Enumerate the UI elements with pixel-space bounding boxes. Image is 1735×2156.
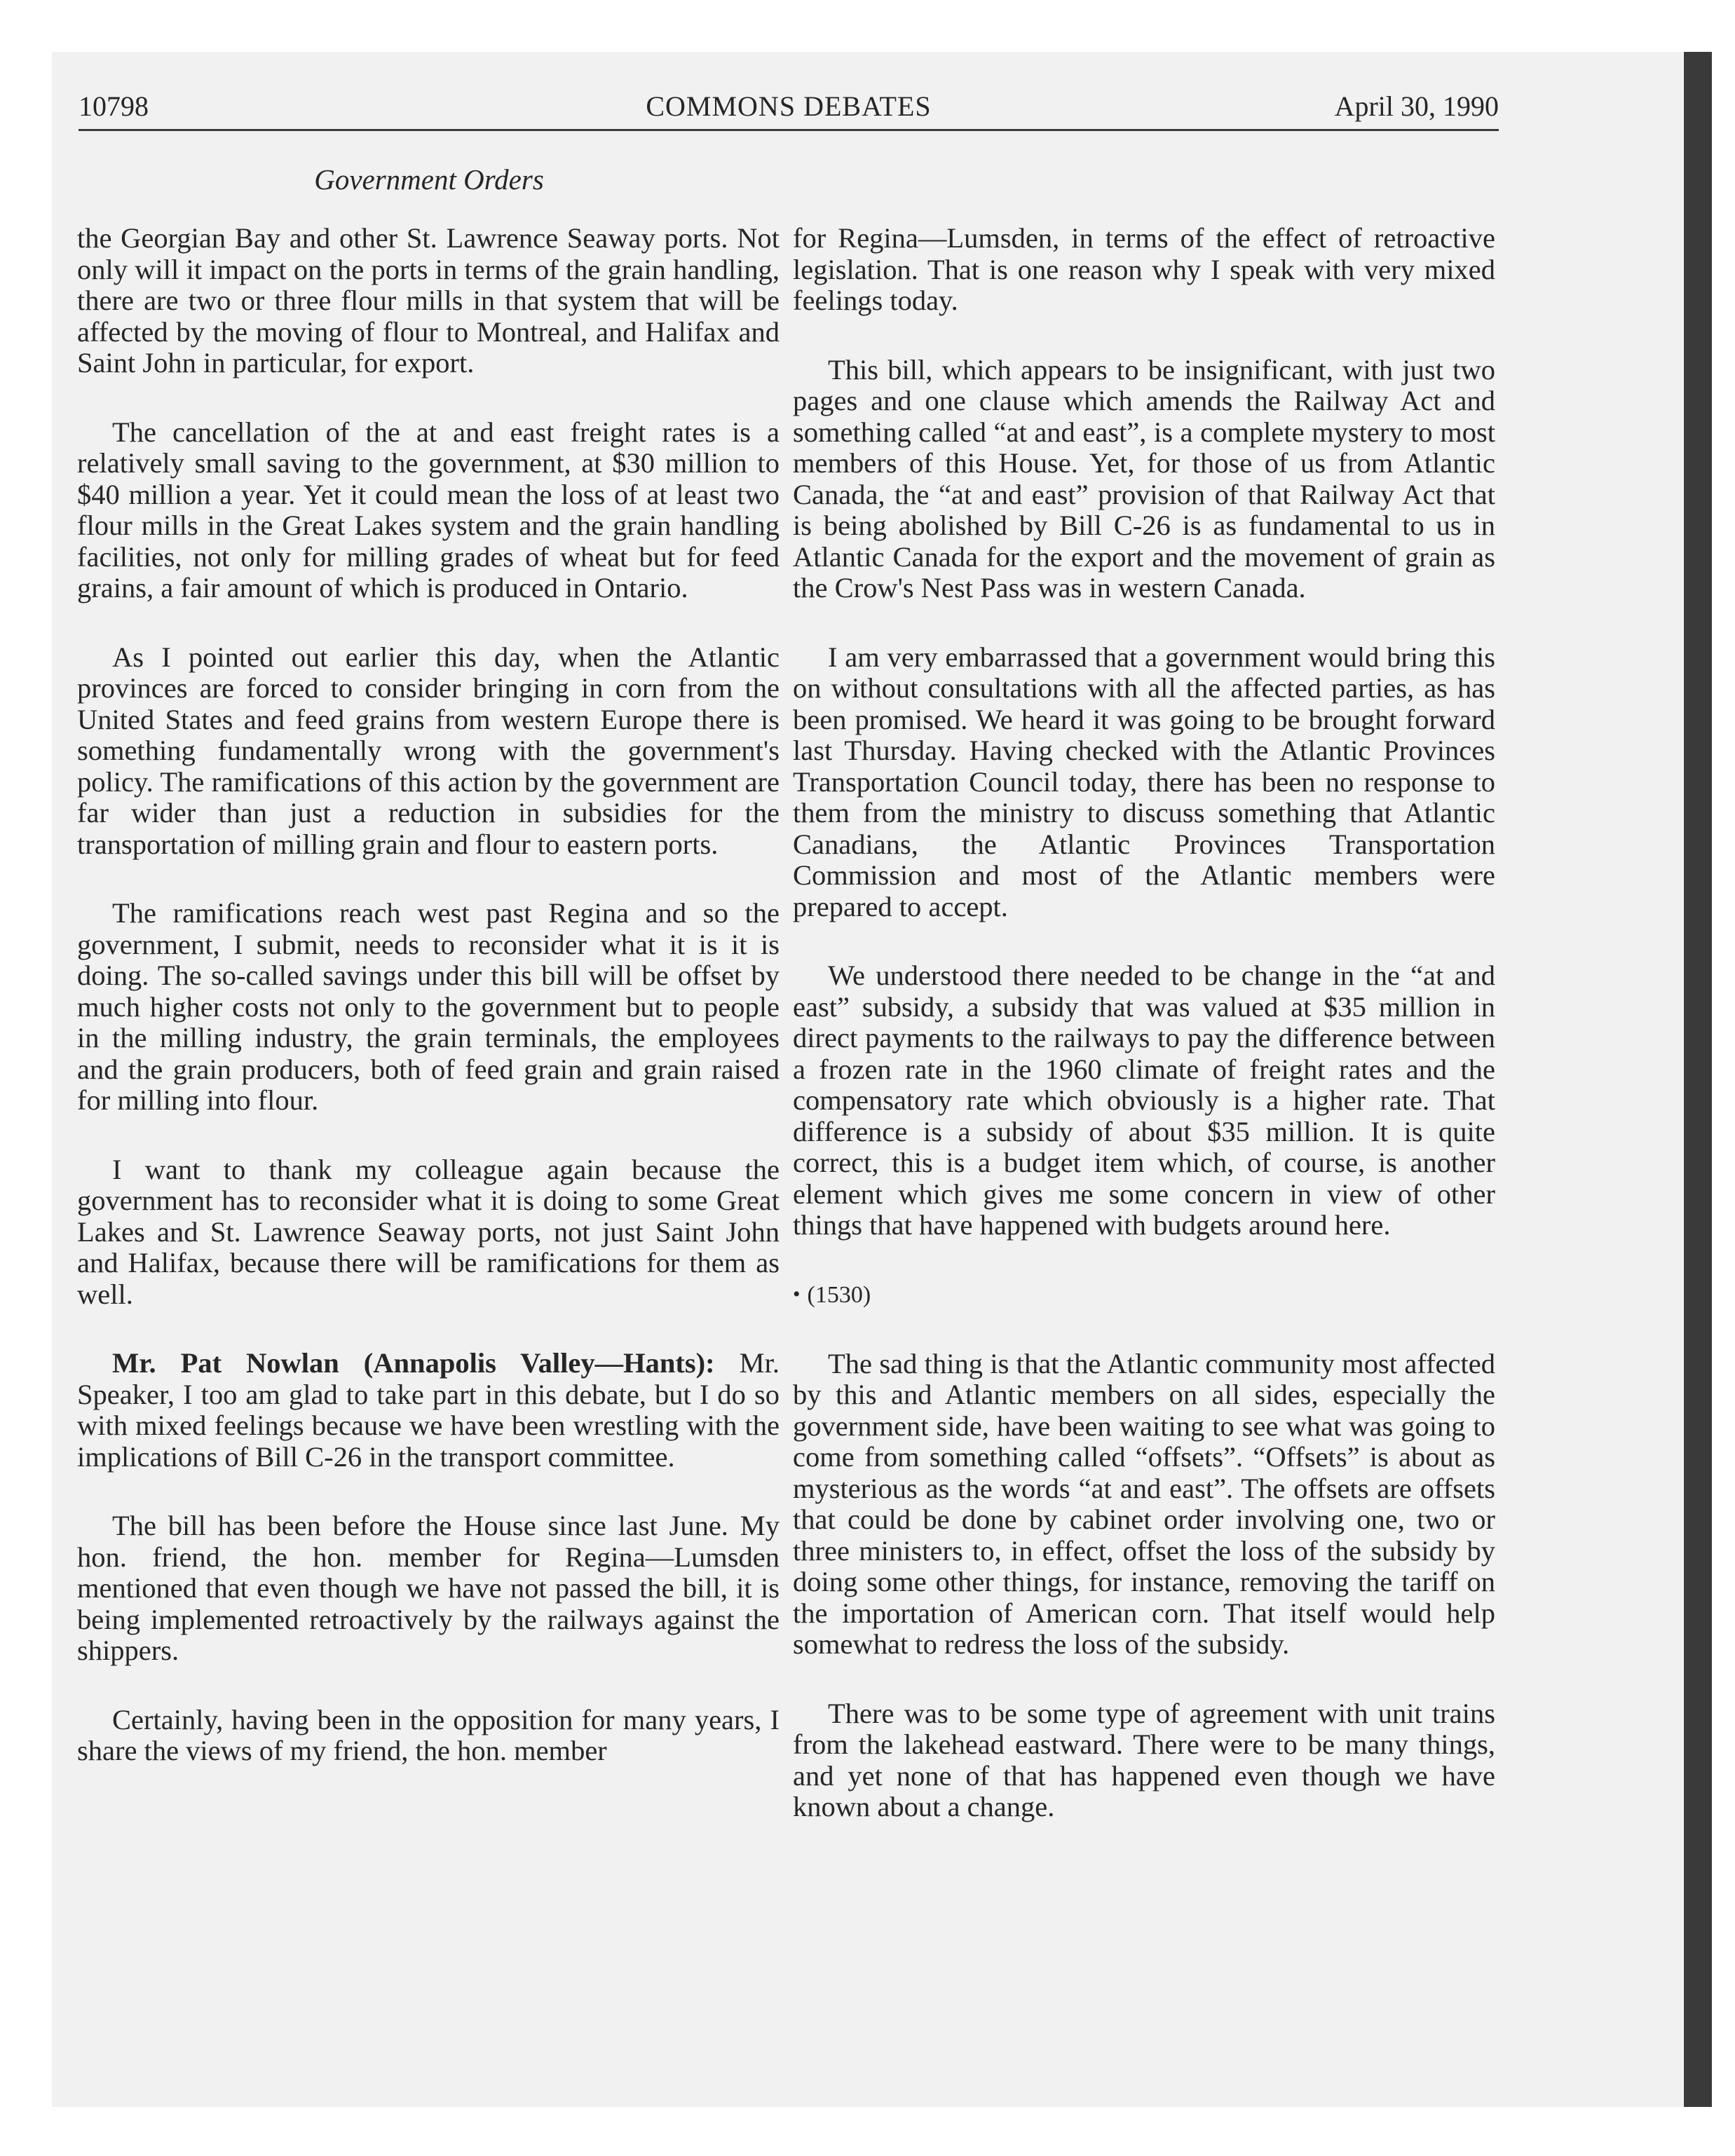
paragraph: Certainly, having been in the opposition for many years, I share the views of my friend, the hon. member [77,1703,780,1766]
paragraph: This bill, which appears to be insignificant, with just two pages and one clause which amends the Railway Act and something called “at and east”, is a complete mystery to most members of this House. Yet, for those of us from Atlantic Canada, the “at and east” provision of that Railway Act that is being abolished by Bill C-26 is as fundamental to us in Atlantic Canada for the export and the movement of grain as the Crow's Nest Pass was in western Canada. [793,353,1495,603]
page-number: 10798 [79,90,149,122]
paragraph: The bill has been before the House since last June. My hon. friend, the hon. member for Regina—Lumsden mentioned that even though we have not passed the bill, it is being implemented retroactively by the railways against the shippers. [77,1510,780,1666]
paragraph: I want to thank my colleague again because the government has to reconsider what it is doing to some Great Lakes and St. Lawrence Seaway ports, not just Saint John and Halifax, because there will be ramifications for them as well. [77,1153,780,1310]
page-header [79,88,1499,125]
binding-shadow [1684,52,1712,2107]
paragraph: the Georgian Bay and other St. Lawrence Seaway ports. Not only will it impact on the ports in terms of the grain handling, there are two or three flour mills in that system that will be affected by the moving of flour to Montreal, and Halifax and Saint John in particular, for export. [77,222,780,378]
speech-paragraph [77,1348,780,1473]
paragraph: The cancellation of the at and east freight rates is a relatively small saving to the government, at $30 million to $40 million a year. Yet it could mean the loss of at least two flour mills in the Great Lakes system and the grain handling facilities, not only for milling grades of wheat but for feed grains, a fair amount of which is produced in Ontario. [77,416,780,603]
header-rule [79,129,1499,131]
paragraph: The sad thing is that the Atlantic community most affected by this and Atlantic members on all sides, especially the government side, have been waiting to see what was going to come from something called “offsets”. “Offsets” is about as mysterious as the words “at and east”. The offsets are offsets that could be done by cabinet order involving one, two or three ministers to, in effect, offset the loss of the subsidy by doing some other things, for instance, removing the tariff on the importation of American corn. That itself would help somewhat to redress the loss of the subsidy. [793,1347,1495,1660]
journal-title: COMMONS DEBATES [646,90,932,122]
left-column [77,223,780,1805]
timestamp: (1530) [807,1281,871,1308]
section-heading: Government Orders [314,163,544,196]
speaker-name: Mr. Pat Nowlan (Annapolis Valley—Hants): [112,1347,715,1379]
paragraph: We understood there needed to be change in the “at and east” subsidy, a subsidy that was valued at $35 million in direct payments to the railways to pay the difference between a frozen rate in the 1960 climate of freight rates and the compensatory rate which obviously is a higher rate. That difference is a subsidy of about $35 million. It is quite correct, this is a budget item which, of course, is another element which gives me some concern in view of other things that have happened with budgets around here. [793,960,1495,1241]
bullet-icon: • [793,1282,801,1306]
right-column [793,223,1495,1861]
publication-date: April 30, 1990 [1334,90,1499,122]
paragraph: I am very embarrassed that a government would bring this on without consultations with all the affected parties, as has been promised. We heard it was going to be brought forward last Thursday. Having checked with the Atlantic Provinces Transportation Council today, there has been no response to them from the ministry to discuss something that Atlantic Canadians, the Atlantic Provinces Transportation Commission and most of the Atlantic members were prepared to accept. [793,641,1495,922]
paragraph: There was to be some type of agreement with unit trains from the lakehead eastward. There were to be many things, and yet none of that has happened even though we have known about a change. [793,1697,1495,1822]
timestamp-marker [793,1279,1495,1311]
paragraph: The ramifications reach west past Regina and so the government, I submit, needs to reconsider what it is it is doing. The so-called savings under this bill will be offset by much higher costs not only to the government but to people in the milling industry, the grain terminals, the employees and the grain producers, both of feed grain and grain raised for milling into flour. [77,897,780,1116]
paragraph: As I pointed out earlier this day, when the Atlantic provinces are forced to consider bringing in corn from the United States and feed grains from western Europe there is something fundamentally wrong with the government's policy. The ramifications of this action by the government are far wider than just a reduction in subsidies for the transportation of milling grain and flour to eastern ports. [77,641,780,860]
speech-text: Mr. Speaker, I too am glad to take part in this debate, but I do so with mixed feelings because we have been wrestling with the implications of Bill C-26 in the transport committee. [77,1347,780,1473]
paragraph: for Regina—Lumsden, in terms of the effect of retroactive legislation. That is one reason why I speak with very mixed feelings today. [793,222,1495,316]
